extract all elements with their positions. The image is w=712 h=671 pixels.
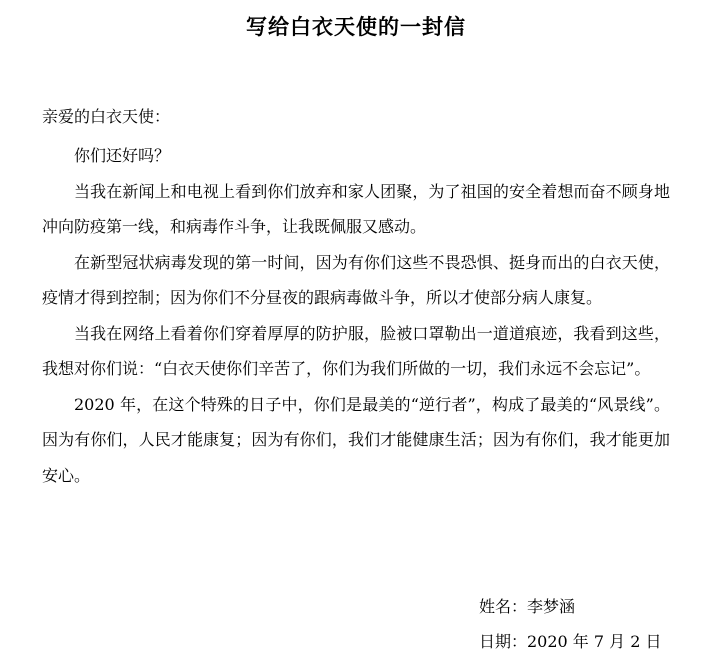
paragraph-epidemic: 在新型冠状病毒发现的第一时间，因为有你们这些不畏恐惧、挺身而出的白衣天使，疫情才得到控制；因为你们不分昼夜的跟病毒做斗争，所以才使部分病人康复。 bbox=[42, 252, 670, 307]
paragraph-protective-suits: 当我在网络上看着你们穿着厚厚的防护服，脸被口罩勒出一道道痕迹，我看到这些，我想对你们说：“白衣天使你们辛苦了，你们为我们所做的一切，我们永远不会忘记”。 bbox=[42, 323, 670, 378]
letter-title: 写给白衣天使的一封信 bbox=[246, 15, 466, 39]
paragraph-2020: 2020 年，在这个特殊的日子中，你们是最美的“逆行者”，构成了最美的“风景线”。因为有你们，人民才能康复；因为有你们，我们才能健康生活；因为有你们，我才能更加安心。 bbox=[42, 394, 670, 485]
paragraph-news: 当我在新闻上和电视上看到你们放弃和家人团聚，为了祖国的安全着想而奋不顾身地冲向防疫第一线，和病毒作斗争，让我既佩服又感动。 bbox=[42, 181, 670, 236]
paragraph-greeting: 你们还好吗？ bbox=[74, 146, 171, 165]
letter-body bbox=[42, 138, 670, 493]
signature-name: 姓名：李梦涵 bbox=[479, 597, 576, 616]
signature-date: 日期：2020 年 7 月 2 日 bbox=[479, 632, 662, 651]
letter-salutation: 亲爱的白衣天使： bbox=[42, 107, 171, 126]
